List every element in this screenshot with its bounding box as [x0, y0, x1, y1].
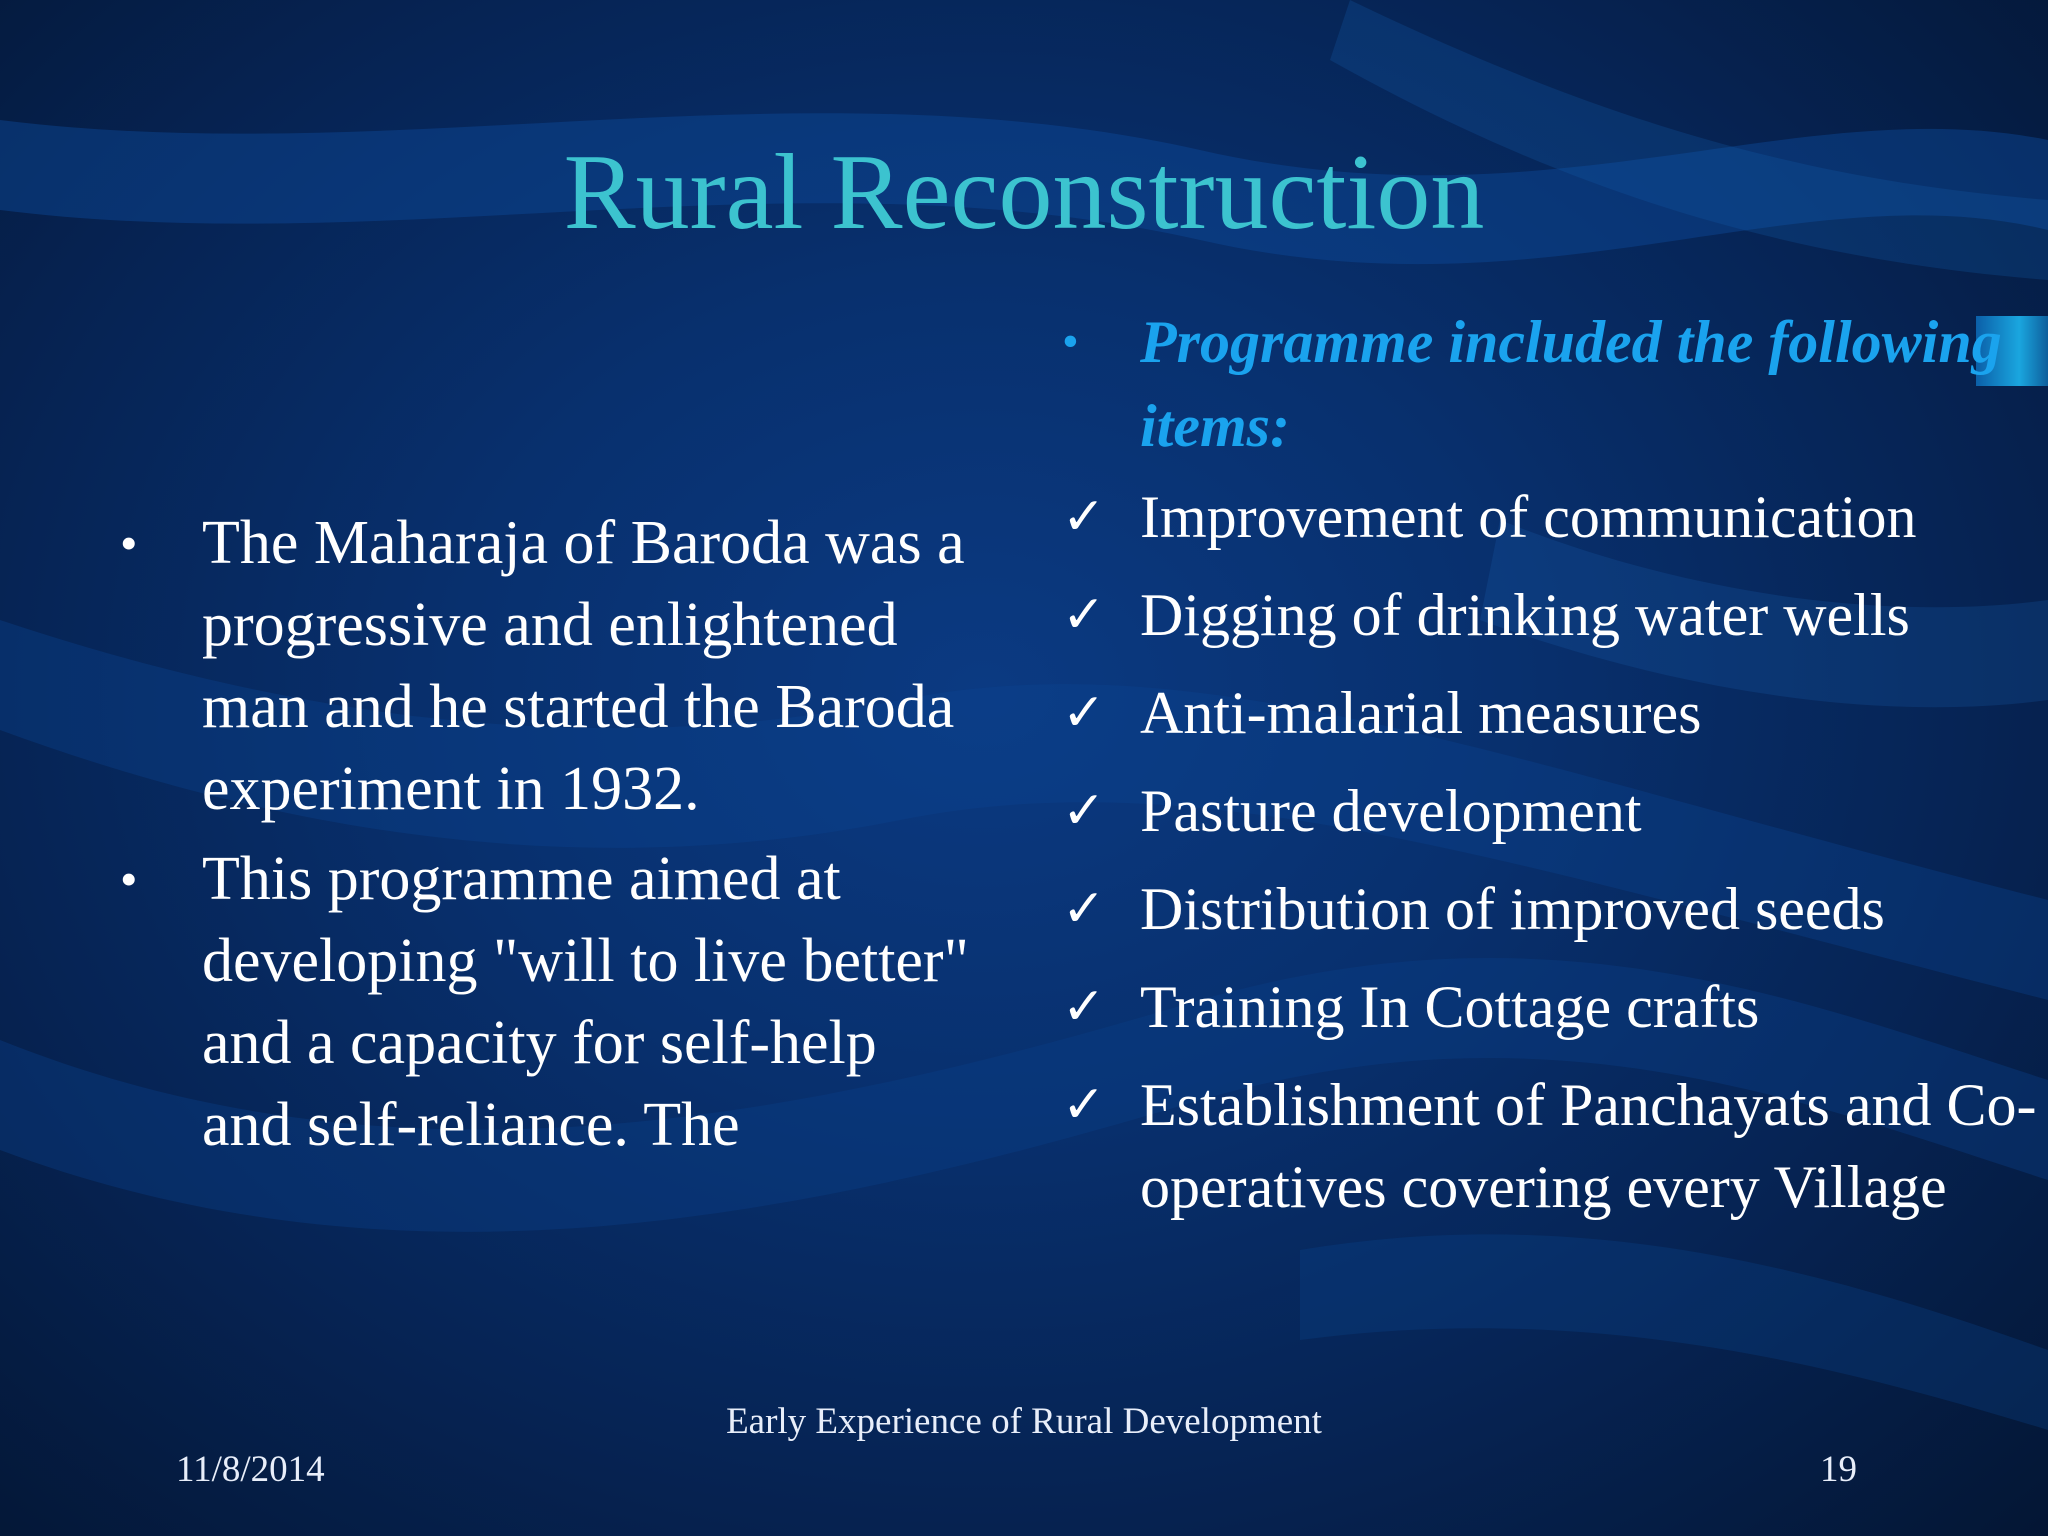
checkmark-icon: ✓: [1062, 585, 1106, 645]
left-bullet-text: The Maharaja of Baroda was a progressive and enlightened man and he started the Baroda experiment in 1932.: [202, 509, 965, 823]
checkmark-icon: ✓: [1062, 781, 1106, 841]
check-item-text: Digging of drinking water wells: [1140, 582, 1910, 648]
footer-page-number: 19: [1820, 1449, 1857, 1490]
bullet-icon: •: [120, 515, 138, 571]
slide-title: Rural Reconstruction: [563, 133, 1485, 252]
check-item: [1060, 966, 2048, 1048]
check-item-text: Pasture development: [1140, 778, 1642, 844]
checkmark-icon: ✓: [1062, 977, 1106, 1037]
bullet-icon: •: [1062, 315, 1079, 368]
checkmark-icon: ✓: [1062, 1075, 1106, 1135]
right-heading-text: Programme included the following items:: [1140, 309, 2002, 459]
right-heading: [1060, 300, 2048, 468]
left-bullet-text: This programme aimed at developing "will to live better" and a capacity for self-help and self-reliance. The: [202, 845, 969, 1159]
check-item: [1060, 476, 2048, 558]
right-list: [1060, 300, 2048, 1244]
left-bullet-item: [118, 838, 978, 1166]
checkmark-icon: ✓: [1062, 683, 1106, 743]
bullet-icon: •: [120, 851, 138, 907]
checkmark-icon: ✓: [1062, 487, 1106, 547]
check-item: [1060, 1064, 2048, 1228]
footer-date: 11/8/2014: [176, 1449, 325, 1490]
check-item: [1060, 672, 2048, 754]
check-item-text: Establishment of Panchayats and Co-operatives covering every Village: [1140, 1072, 2037, 1220]
checkmark-icon: ✓: [1062, 879, 1106, 939]
check-item-text: Distribution of improved seeds: [1140, 876, 1885, 942]
footer-title: Early Experience of Rural Development: [726, 1401, 1322, 1442]
check-item: [1060, 868, 2048, 950]
check-item-text: Improvement of communication: [1140, 484, 1917, 550]
check-item: [1060, 770, 2048, 852]
left-bullet-list: [118, 502, 978, 1174]
check-item-text: Anti-malarial measures: [1140, 680, 1702, 746]
left-bullet-item: [118, 502, 978, 830]
check-item-text: Training In Cottage crafts: [1140, 974, 1760, 1040]
check-item: [1060, 574, 2048, 656]
